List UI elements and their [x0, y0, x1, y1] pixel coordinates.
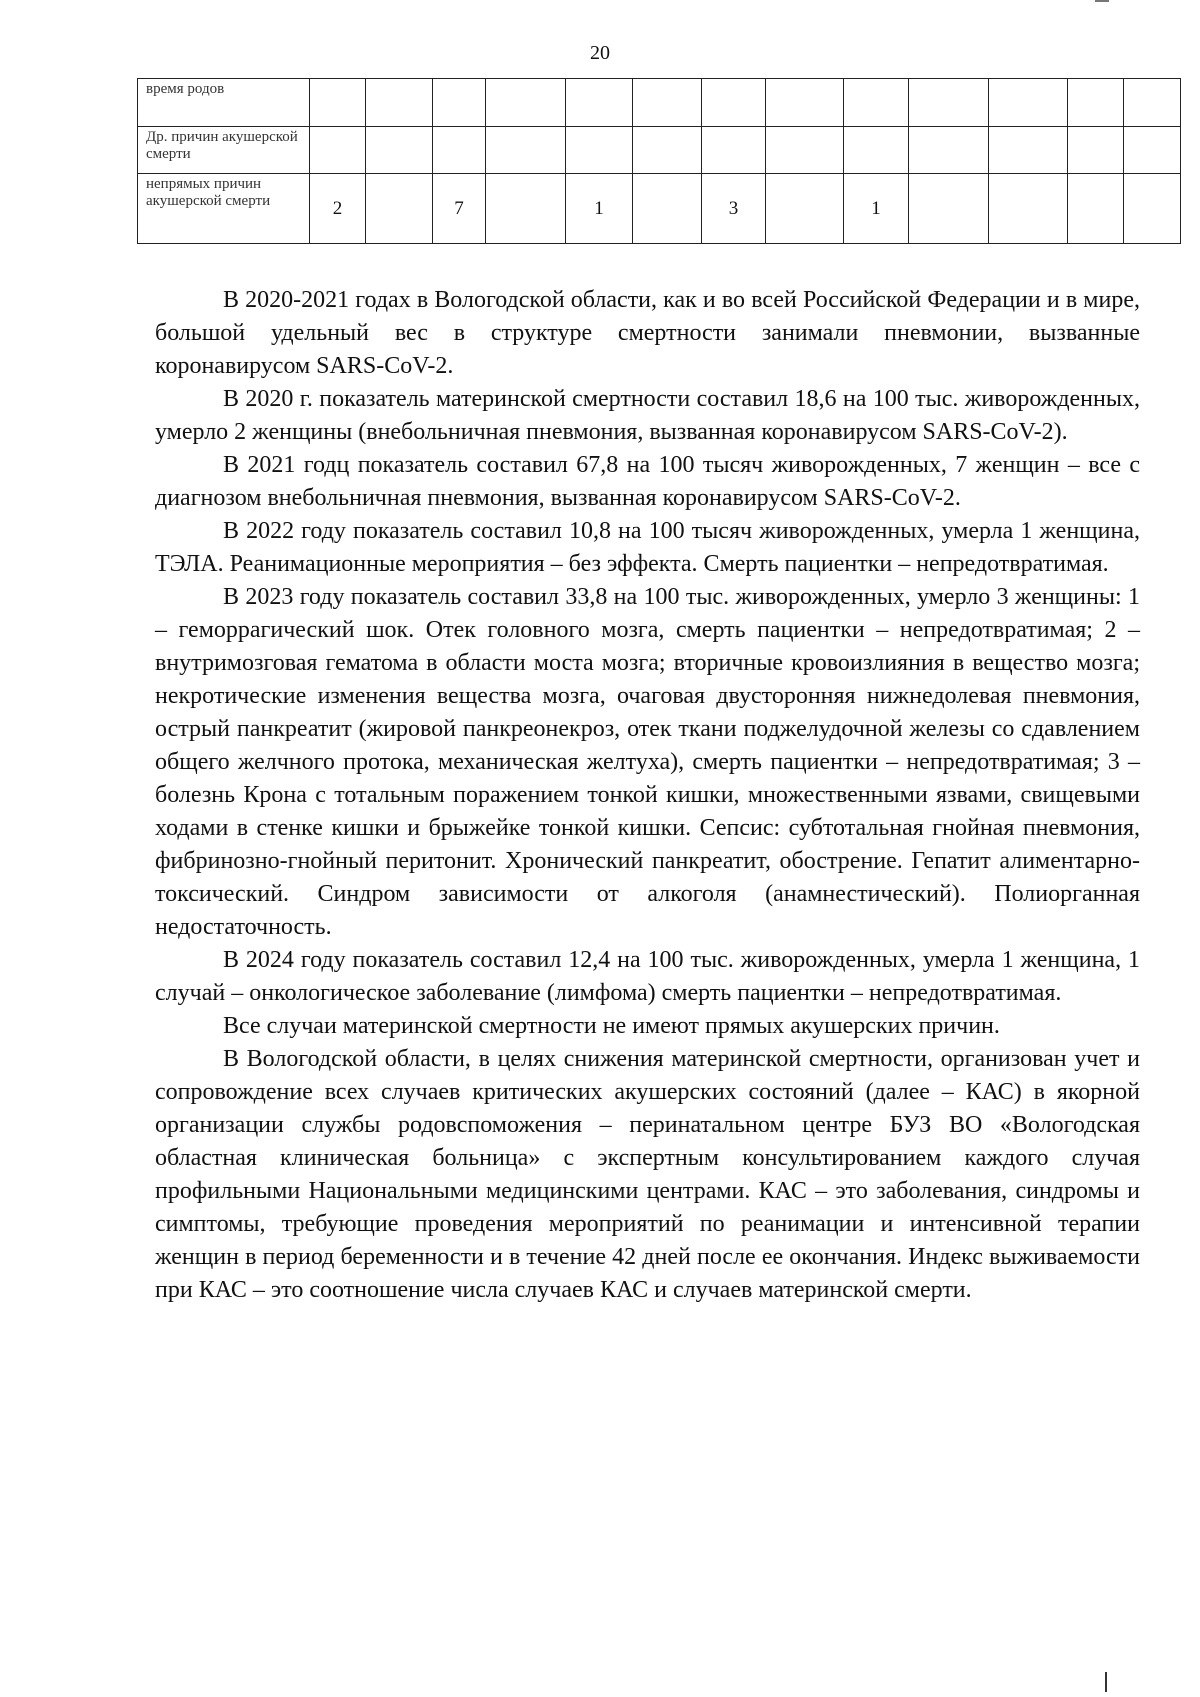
table-cell — [366, 79, 433, 127]
table-cell — [702, 127, 766, 174]
table-cell — [766, 127, 844, 174]
table-row — [138, 127, 1181, 174]
row-label: непрямых причин акушерской смерти — [138, 174, 310, 244]
page-number: 20 — [590, 42, 610, 64]
table-cell — [1124, 174, 1181, 244]
table-cell: 3 — [702, 174, 766, 244]
table-cell — [310, 79, 366, 127]
table-cell — [766, 79, 844, 127]
table-cell — [989, 79, 1068, 127]
row-label: Др. причин акушерской смерти — [138, 127, 310, 174]
document-body — [155, 284, 1140, 1307]
table-cell: 7 — [433, 174, 486, 244]
paragraph: В 2021 годц показатель составил 67,8 на 100 тысяч живорожденных, 7 женщин – все с диагнозом внебольничная пневмония, вызванная коронавирусом SARS-CoV-2. — [155, 452, 1140, 511]
row-label: время родов — [138, 79, 310, 127]
table-cell — [486, 79, 566, 127]
table-cell — [566, 79, 633, 127]
table-cell — [909, 174, 989, 244]
table-row — [138, 79, 1181, 127]
paragraph: В 2022 году показатель составил 10,8 на 100 тысяч живорожденных, умерла 1 женщина, ТЭЛА. Реанимационные мероприятия – без эффекта. Смерть пациентки – непредотвратимая. — [155, 518, 1140, 577]
table-cell — [989, 174, 1068, 244]
paragraph: В 2020 г. показатель материнской смертности составил 18,6 на 100 тыс. живорожденных, умерло 2 женщины (внебольничная пневмония, вызванная коронавирусом SARS-CoV-2). — [155, 386, 1140, 445]
table-cell — [1068, 127, 1124, 174]
table-cell — [844, 127, 909, 174]
paragraph: В 2023 году показатель составил 33,8 на 100 тыс. живорожденных, умерло 3 женщины: 1 – геморрагический шок. Отек головного мозга, смерть пациентки – непредотвратимая; 2 – внутримозговая гематома в области моста мозга; вторичные кровоизлияния в вещество мозга; некротические изменения вещества мозга, очаговая двусторонняя нижнедолевая пневмония, острый панкреатит (жировой панкреонекроз, отек ткани поджелудочной железы со сдавлением общего желчного протока, механическая желтуха), смерть пациентки – непредотвратимая; 3 – болезнь Крона с тотальным поражением тонкой кишки, множественными язвами, свищевыми ходами в стенке кишки и брыжейке тонкой кишки. Сепсис: субтотальная гнойная пневмония, фибринозно-гнойный перитонит. Хронический панкреатит, обострение. Гепатит алиментарно-токсический. Синдром зависимости от алкоголя (анамнестический). Полиорганная недостаточность. — [155, 584, 1140, 940]
table-cell — [909, 127, 989, 174]
table-cell — [766, 174, 844, 244]
table-cell: 2 — [310, 174, 366, 244]
table-cell — [909, 79, 989, 127]
table-cell — [486, 127, 566, 174]
table-cell — [1124, 127, 1181, 174]
table-cell: 1 — [566, 174, 633, 244]
table-cell — [366, 127, 433, 174]
paragraph: В 2024 году показатель составил 12,4 на 100 тыс. живорожденных, умерла 1 женщина, 1 случай – онкологическое заболевание (лимфома) смерть пациентки – непредотвратимая. — [155, 947, 1140, 1006]
scan-edge-mark — [1095, 0, 1109, 2]
mortality-causes-table — [137, 78, 1181, 244]
table-cell — [844, 79, 909, 127]
table-cell — [702, 79, 766, 127]
table-cell — [633, 79, 702, 127]
table-row — [138, 174, 1181, 244]
table-cell — [989, 127, 1068, 174]
table-cell: 1 — [844, 174, 909, 244]
table-cell — [1068, 174, 1124, 244]
paragraph: В 2020-2021 годах в Вологодской области, как и во всей Российской Федерации и в мире, большой удельный вес в структуре смертности занимали пневмонии, вызванные коронавирусом SARS-CoV-2. — [155, 287, 1140, 379]
table-cell — [633, 174, 702, 244]
table-cell — [566, 127, 633, 174]
table-cell — [310, 127, 366, 174]
paragraph: Все случаи материнской смертности не имеют прямых акушерских причин. — [223, 1013, 1000, 1039]
table-cell — [1068, 79, 1124, 127]
table-cell — [433, 79, 486, 127]
table-cell — [433, 127, 486, 174]
scan-edge-mark — [1105, 1672, 1107, 1692]
table-cell — [633, 127, 702, 174]
paragraph: В Вологодской области, в целях снижения материнской смертности, организован учет и сопровождение всех случаев критических акушерских состояний (далее – КАС) в якорной организации службы родовспоможения – перинатальном центре БУЗ ВО «Вологодская областная клиническая больница» с экспертным консультированием каждого случая профильными Национальными медицинскими центрами. КАС – это заболевания, синдромы и симптомы, требующие проведения мероприятий по реанимации и интенсивной терапии женщин в период беременности и в течение 42 дней после ее окончания. Индекс выживаемости при КАС – это соотношение числа случаев КАС и случаев материнской смерти. — [155, 1046, 1140, 1303]
table-cell — [366, 174, 433, 244]
table-cell — [1124, 79, 1181, 127]
table-cell — [486, 174, 566, 244]
